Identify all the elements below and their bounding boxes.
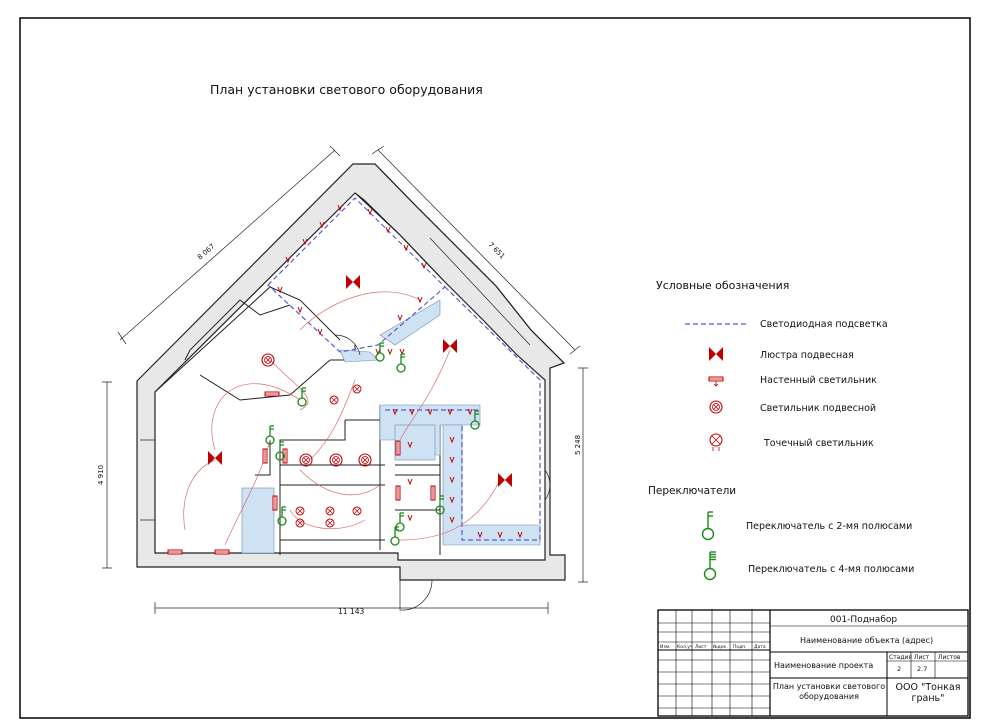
dimension-bottom: 11 143 — [338, 607, 365, 616]
chandelier-icon — [709, 347, 723, 361]
dimension-top-left: 8 067 — [196, 242, 217, 262]
rev-col-list: Лист — [695, 645, 707, 650]
outer-walls — [137, 164, 565, 580]
title-block-object-name: Наименование объекта (адрес) — [800, 636, 934, 645]
title-block-project-name: Наименование проекта — [774, 661, 874, 670]
title-block — [658, 610, 968, 716]
rev-col-kolvo: Кол.уч — [677, 645, 693, 650]
switch-2-pole-icon — [703, 512, 714, 540]
legend-switch-4-label: Переключатель с 4-мя полюсами — [748, 564, 915, 575]
switches-title: Переключатели — [648, 485, 737, 497]
legend-title: Условные обозначения — [656, 279, 790, 292]
legend — [648, 279, 914, 580]
title-block-col-sheet: Лист — [914, 654, 930, 661]
legend-item-wall-lamp-label: Настенный светильник — [760, 375, 877, 386]
title-block-sheet-name: План установки светового оборудования — [772, 682, 886, 701]
dimension-right: 5 248 — [574, 434, 582, 455]
title-block-company: ООО "Тонкая грань" — [895, 682, 961, 704]
switch-4-pole-icon — [705, 552, 717, 580]
title-block-col-stage: Стадия — [889, 654, 913, 661]
spot-lamp-icon — [710, 434, 722, 451]
dimension-left: 4 910 — [97, 464, 105, 485]
pendant-lamp-icon — [710, 401, 722, 413]
legend-item-chandelier-label: Люстра подвесная — [760, 350, 854, 361]
floor-plan — [137, 164, 565, 610]
drawing-title: План установки светового оборудования — [210, 82, 483, 97]
dimension-lines — [97, 146, 588, 616]
rev-col-izm: Изм. — [660, 645, 671, 650]
legend-item-led-label: Светодиодная подсветка — [760, 319, 888, 330]
wall-lamp-icon — [709, 377, 723, 386]
title-block-code: 001-Поднабор — [830, 615, 898, 625]
title-block-col-sheets: Листов — [938, 654, 961, 661]
legend-item-pendant-label: Светильник подвесной — [760, 403, 877, 414]
legend-item-spot-label: Точечный светильник — [764, 438, 874, 449]
rev-col-sign: Подп. — [733, 645, 747, 650]
legend-switch-2-label: Переключатель с 2-мя полюсами — [746, 521, 913, 532]
dimension-top-right: 7 651 — [486, 240, 507, 261]
title-block-sheet-value: 2.7 — [917, 665, 928, 673]
title-block-stage-value: 2 — [897, 665, 902, 673]
rev-col-date: Дата — [754, 645, 766, 650]
rev-col-doc: №док. — [713, 645, 728, 650]
